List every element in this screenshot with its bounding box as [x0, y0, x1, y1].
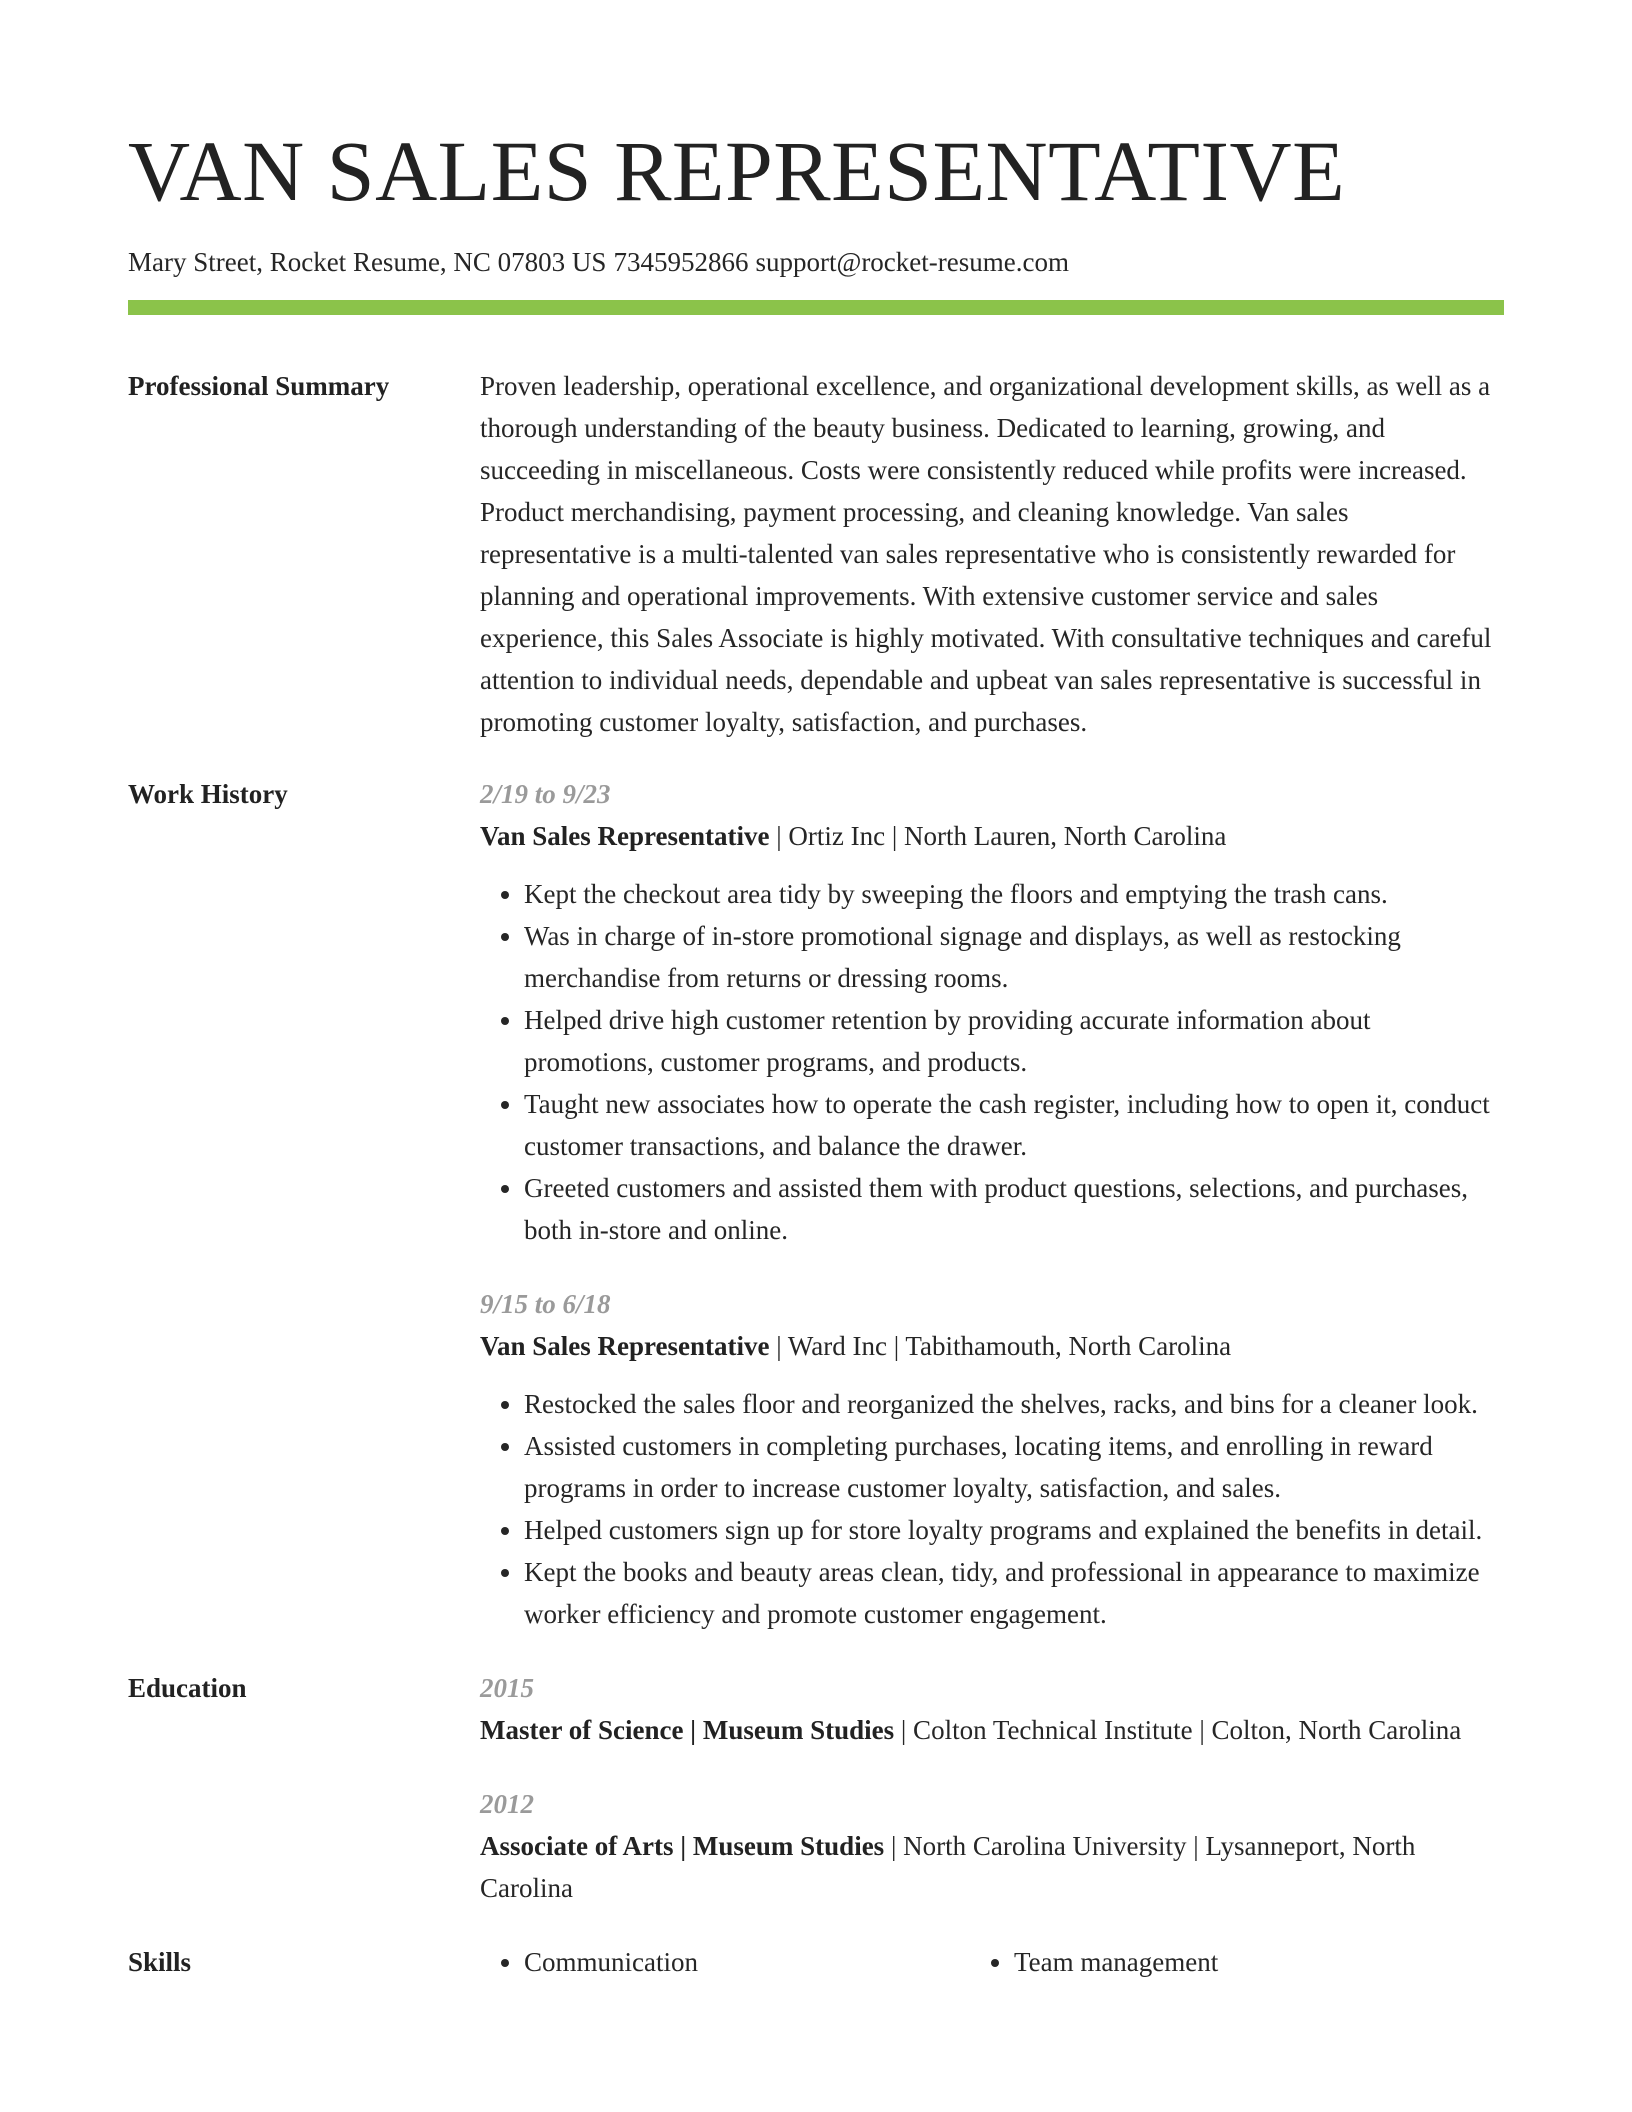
list-item: • Kept the checkout area tidy by sweeping the floors and emptying the trash cans.	[524, 873, 1504, 915]
list-item: • Team management	[1014, 1941, 1504, 1983]
resume-title: VAN SALES REPRESENTATIVE	[128, 123, 1346, 219]
summary-text: Proven leadership, operational excellence, and organizational development skills, as well as a thorough understanding of the beauty business. Dedicated to learning, growing, and succeeding in miscellaneous. Costs were consistently reduced while profits were increased. Product merchandising, payment processing, and cleaning knowledge. Van sales representative is a multi-talented van sales representative who is consistently rewarded for planning and operational improvements. With extensive customer service and sales experience, this Sales Associate is highly motivated. With consultative techniques and careful attention to individual needs, dependable and upbeat van sales representative is successful in promoting customer loyalty, satisfaction, and purchases.	[480, 371, 1492, 737]
education-entry	[480, 1783, 1504, 1909]
education-degree-line	[480, 1709, 1504, 1751]
job-details: | Ward Inc | Tabithamouth, North Carolina	[769, 1331, 1232, 1361]
list-item: • Assisted customers in completing purchases, locating items, and enrolling in reward programs in order to increase customer loyalty, satisfaction, and sales.	[524, 1425, 1504, 1509]
list-item: • Was in charge of in-store promotional signage and displays, as well as restocking merchandise from returns or dressing rooms.	[524, 915, 1504, 999]
list-item: • Greeted customers and assisted them with product questions, selections, and purchases, both in-store and online.	[524, 1167, 1504, 1251]
education-section	[128, 1667, 1504, 1909]
education-details: | Colton Technical Institute | Colton, North Carolina	[894, 1715, 1462, 1745]
skills-heading: Skills	[128, 1947, 192, 1977]
job-position: Van Sales Representative	[480, 1331, 770, 1361]
skills-section	[128, 1941, 1504, 1983]
list-item: • Restocked the sales floor and reorganized the shelves, racks, and bins for a cleaner look.	[524, 1383, 1504, 1425]
job-role	[480, 1325, 1504, 1367]
education-degree: Master of Science | Museum Studies	[480, 1715, 895, 1745]
contact-phone: 7345952866	[613, 247, 749, 277]
education-details: | North Carolina University | Lysanneport, North Carolina	[480, 1831, 1416, 1903]
job-dates: 2/19 to 9/23	[480, 779, 611, 809]
job-role	[480, 815, 1504, 857]
list-item: • Communication	[524, 1941, 1014, 1983]
list-item: • Helped drive high customer retention by providing accurate information about promotions, customer programs, and products.	[524, 999, 1504, 1083]
education-degree: Associate of Arts | Museum Studies	[480, 1831, 885, 1861]
job-entry	[480, 773, 1504, 1251]
job-dates: 9/15 to 6/18	[480, 1289, 611, 1319]
education-year: 2015	[480, 1673, 534, 1703]
job-bullets	[480, 873, 1504, 1251]
work-history-section	[128, 773, 1504, 1635]
job-bullets	[480, 1383, 1504, 1635]
contact-email: support@rocket-resume.com	[755, 247, 1069, 277]
education-entry	[480, 1667, 1504, 1751]
contact-address: Mary Street, Rocket Resume, NC 07803 US	[128, 247, 607, 277]
summary-heading: Professional Summary	[128, 371, 390, 401]
summary-section	[128, 365, 1504, 743]
education-heading: Education	[128, 1673, 247, 1703]
education-year: 2012	[480, 1789, 534, 1819]
job-entry	[480, 1283, 1504, 1635]
header-divider	[128, 300, 1504, 315]
list-item: • Helped customers sign up for store loyalty programs and explained the benefits in detail.	[524, 1509, 1504, 1551]
work-history-heading: Work History	[128, 779, 288, 809]
contact-line	[128, 244, 1504, 280]
job-position: Van Sales Representative	[480, 821, 770, 851]
resume-page	[128, 0, 1504, 1983]
list-item: • Kept the books and beauty areas clean, tidy, and professional in appearance to maximize worker efficiency and promote customer engagement.	[524, 1551, 1504, 1635]
skills-list	[480, 1941, 1504, 1983]
education-degree-line	[480, 1825, 1504, 1909]
list-item: • Taught new associates how to operate the cash register, including how to open it, conduct customer transactions, and balance the drawer.	[524, 1083, 1504, 1167]
job-details: | Ortiz Inc | North Lauren, North Carolina	[769, 821, 1227, 851]
